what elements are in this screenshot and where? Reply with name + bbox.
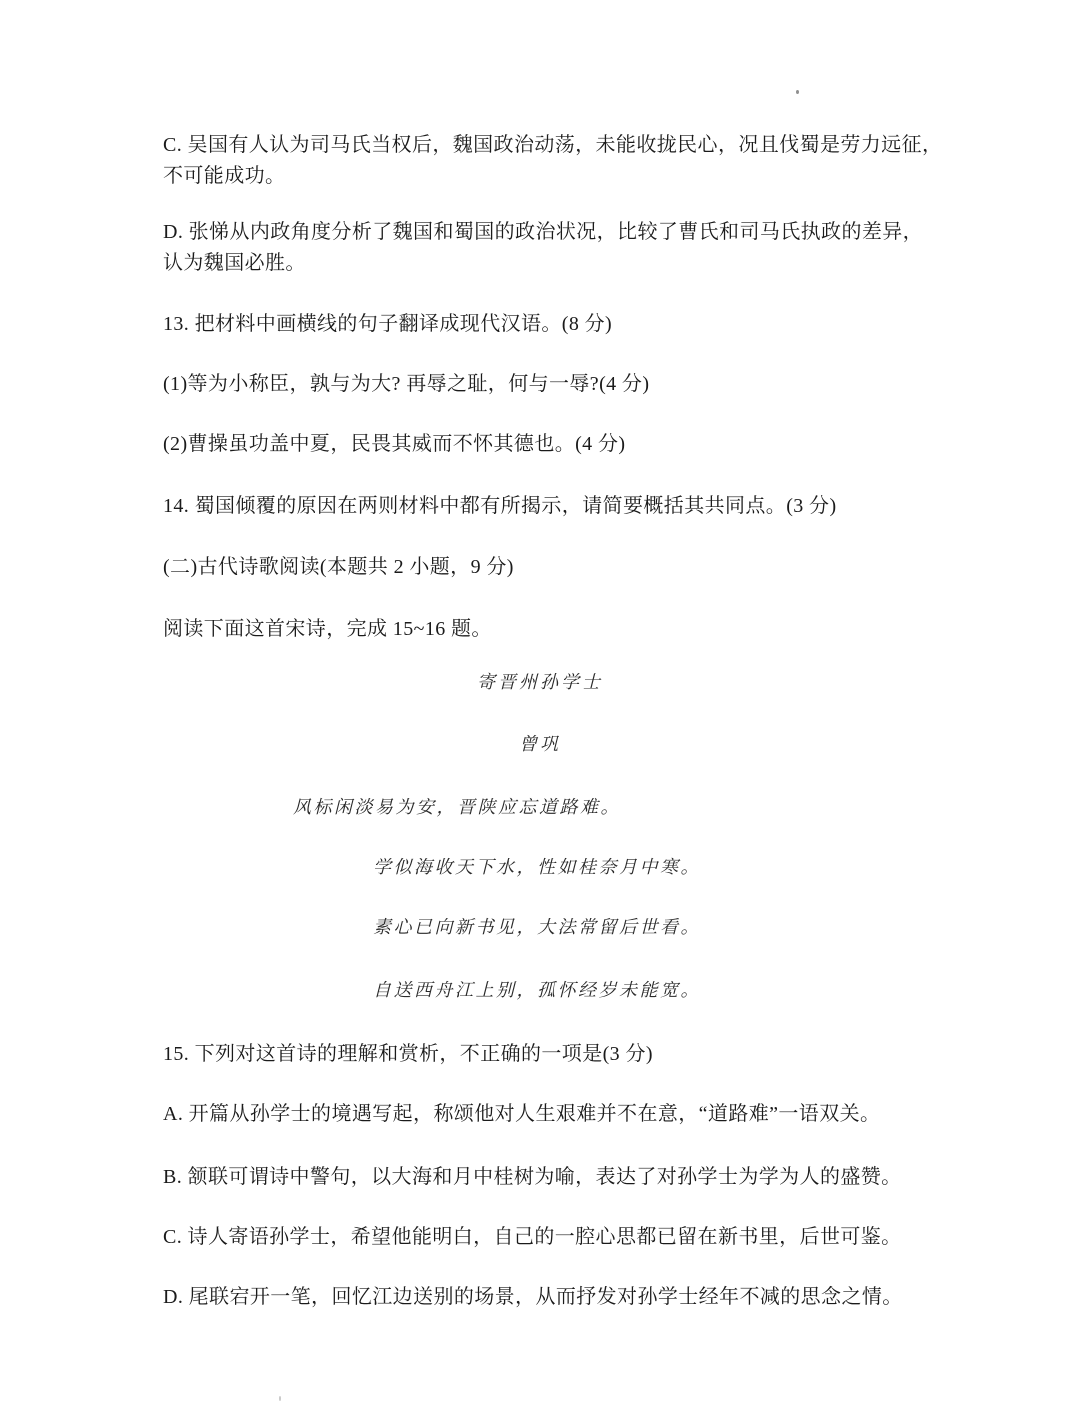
- scan-speck: [279, 1396, 281, 1401]
- question-15-option-b: B. 颔联可谓诗中警句，以大海和月中桂树为喻，表达了对孙学士为学为人的盛赞。: [163, 1166, 902, 1188]
- question-13-stem: 13. 把材料中画横线的句子翻译成现代汉语。(8 分): [163, 313, 613, 335]
- prev-option-c-line-1: C. 吴国有人认为司马氏当权后，魏国政治动荡，未能收拢民心，况且伐蜀是劳力远征，: [163, 134, 943, 156]
- question-15-stem: 15. 下列对这首诗的理解和赏析，不正确的一项是(3 分): [163, 1043, 653, 1065]
- prev-option-d-line-2: 认为魏国必胜。: [163, 252, 306, 274]
- prev-option-c: [163, 130, 942, 192]
- question-13-part-2: (2)曹操虽功盖中夏，民畏其威而不怀其德也。(4 分): [163, 433, 626, 455]
- poem-author: 曾巩: [519, 734, 561, 754]
- poem-title: 寄晋州孙学士: [477, 672, 603, 692]
- section-heading: (二)古代诗歌阅读(本题共 2 小题，9 分): [163, 556, 514, 578]
- question-15-option-d: D. 尾联宕开一笔，回忆江边送别的场景，从而抒发对孙学士经年不减的思念之情。: [163, 1286, 903, 1308]
- poem-line-3: 素心已向新书见，大法常留后世看。: [373, 917, 701, 937]
- prev-option-c-line-2: 不可能成功。: [163, 165, 286, 187]
- poem-line-4: 自送西舟江上别，孤怀经岁未能宽。: [373, 980, 701, 1000]
- question-14-stem: 14. 蜀国倾覆的原因在两则材料中都有所揭示，请简要概括其共同点。(3 分): [163, 495, 837, 517]
- scan-speck: [796, 90, 799, 94]
- question-15-option-c: C. 诗人寄语孙学士，希望他能明白，自己的一腔心思都已留在新书里，后世可鉴。: [163, 1226, 902, 1248]
- poem-line-2: 学似海收天下水，性如桂奈月中寒。: [373, 857, 701, 877]
- poem-intro: 阅读下面这首宋诗，完成 15~16 题。: [163, 618, 492, 640]
- prev-option-d-line-1: D. 张悌从内政角度分析了魏国和蜀国的政治状况，比较了曹氏和司马氏执政的差异，: [163, 221, 924, 243]
- question-13-part-1: (1)等为小称臣，孰与为大? 再辱之耻，何与一辱?(4 分): [163, 373, 650, 395]
- prev-option-d: [163, 217, 923, 279]
- question-15-option-a: A. 开篇从孙学士的境遇写起，称颂他对人生艰难并不在意，“道路难”一语双关。: [163, 1103, 881, 1125]
- poem-line-1: 风标闲淡易为安，晋陕应忘道路难。: [293, 797, 621, 817]
